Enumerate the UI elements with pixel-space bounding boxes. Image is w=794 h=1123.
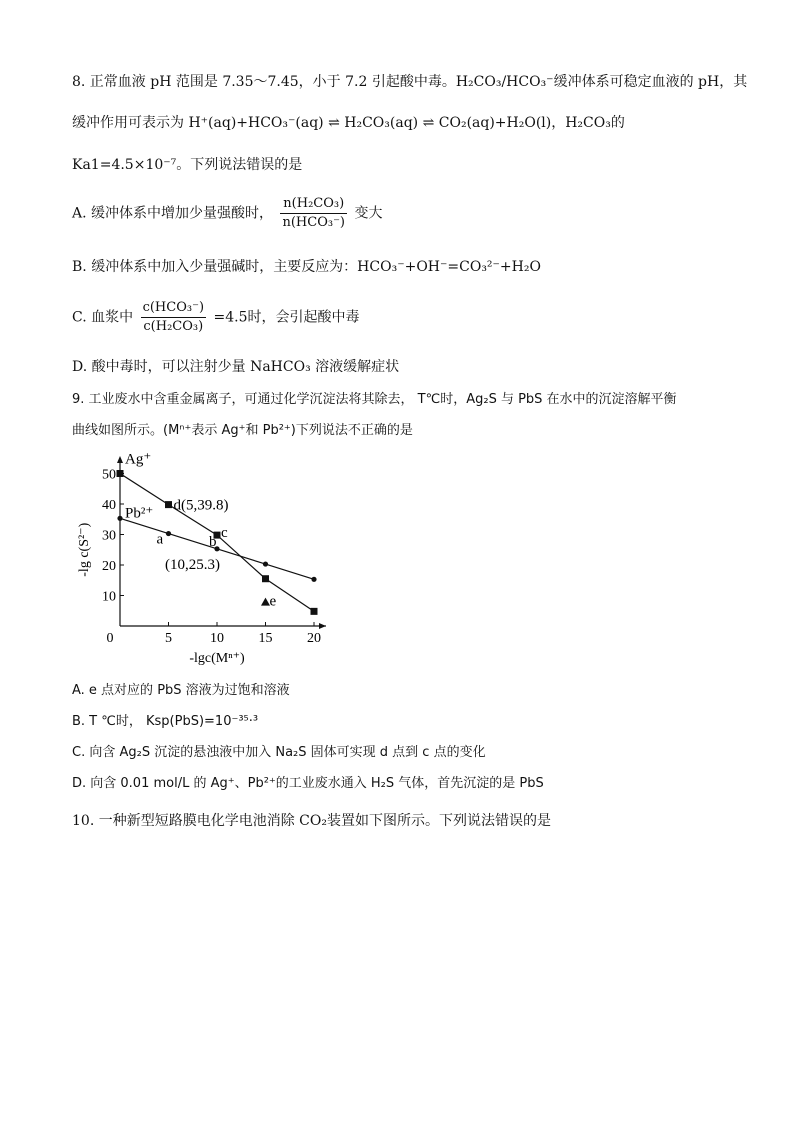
x-tick-label: 10 <box>210 631 224 646</box>
q8-option-c-suffix: =4.5时，会引起酸中毒 <box>213 309 360 326</box>
data-point-square <box>117 470 124 477</box>
data-point-dot <box>166 531 171 536</box>
q10-stem-line1: 10. 一种新型短路膜电化学电池消除 CO₂装置如下图所示。下列说法错误的是 <box>72 813 551 829</box>
data-point-square <box>311 608 318 615</box>
q8-option-a-suffix: 变大 <box>354 205 383 222</box>
x-tick-label: 20 <box>307 631 321 646</box>
y-axis-arrow <box>117 456 123 463</box>
q9-option-d: D. 向含 0.01 mol/L 的 Ag⁺、Pb²⁺的工业废水通入 H₂S 气体，首先沉淀的是 PbS <box>72 776 544 791</box>
q8-stem-line1: 8. 正常血液 pH 范围是 7.35～7.45，小于 7.2 引起酸中毒。H₂CO₃/HCO₃⁻缓冲体系可稳定血液的 pH，其 <box>72 74 748 90</box>
x-tick-label: 15 <box>258 631 273 646</box>
y-tick-label: 10 <box>102 589 116 605</box>
y-tick-label: 40 <box>102 498 116 513</box>
q8-stem-line3: Ka1=4.5×10⁻⁷。下列说法错误的是 <box>72 157 303 173</box>
q8-option-c <box>72 300 359 335</box>
data-point-square <box>165 501 172 508</box>
series-label-ag: Ag⁺ <box>125 451 152 468</box>
y-axis-label: -lg c(S²⁻) <box>77 522 92 577</box>
data-point-dot <box>117 516 122 521</box>
q8-stem-line2: 缓冲作用可表示为 H⁺(aq)+HCO₃⁻(aq) ⇌ H₂CO₃(aq) ⇌ CO₂(aq)+H₂O(l)，H₂CO₃的 <box>72 115 625 131</box>
point-label: d(5,39.8) <box>173 497 229 514</box>
series-line <box>120 474 314 612</box>
point-label: a <box>156 531 164 548</box>
x-axis-label: -lgc(Mⁿ⁺) <box>189 651 245 666</box>
q8-option-b: B. 缓冲体系中加入少量强碱时，主要反应为：HCO₃⁻+OH⁻=CO₃²⁻+H₂O <box>72 259 541 275</box>
point-label: e <box>269 593 277 610</box>
q9-stem-line2: 曲线如图所示。(Mⁿ⁺表示 Ag⁺和 Pb²⁺)下列说法不正确的是 <box>72 423 413 438</box>
y-tick-label: 20 <box>102 559 116 574</box>
fraction-numerator: c(HCO₃⁻) <box>141 300 206 318</box>
q9-stem-line1: 9. 工业废水中含重金属离子，可通过化学沉淀法将其除去， T℃时，Ag₂S 与 PbS 在水中的沉淀溶解平衡 <box>72 392 677 407</box>
q9-option-c: C. 向含 Ag₂S 沉淀的悬浊液中加入 Na₂S 固体可实现 d 点到 c 点的变化 <box>72 745 486 760</box>
point-label: b <box>209 533 217 550</box>
q8-option-c-text: C. 血浆中 <box>72 309 134 326</box>
x-tick-label: 5 <box>165 631 172 646</box>
data-point-square <box>262 575 269 582</box>
point-label: c <box>221 525 228 542</box>
q8-option-c-fraction <box>141 300 206 335</box>
x-tick-label: 0 <box>106 631 114 646</box>
solubility-chart <box>70 448 330 678</box>
fraction-denominator: c(H₂CO₃) <box>143 319 204 334</box>
q8-option-a <box>72 196 382 231</box>
q8-option-d: D. 酸中毒时，可以注射少量 NaHCO₃ 溶液缓解症状 <box>72 359 400 375</box>
y-tick-label: 30 <box>102 528 116 544</box>
q8-option-a-fraction <box>280 196 347 231</box>
data-point-dot <box>311 577 316 582</box>
x-axis-arrow <box>319 623 326 629</box>
q8-option-a-text: A. 缓冲体系中增加少量强酸时， <box>72 205 274 222</box>
y-tick-label: 50 <box>102 467 116 483</box>
point-label: (10,25.3) <box>165 556 220 573</box>
data-point-dot <box>263 561 268 566</box>
q9-option-a: A. e 点对应的 PbS 溶液为过饱和溶液 <box>72 683 290 698</box>
fraction-numerator: n(H₂CO₃) <box>280 196 347 214</box>
fraction-denominator: n(HCO₃⁻) <box>282 215 345 230</box>
series-label-pb: Pb²⁺ <box>125 505 154 522</box>
q9-option-b: B. T ℃时， Ksp(PbS)=10⁻³⁵·³ <box>72 714 259 729</box>
